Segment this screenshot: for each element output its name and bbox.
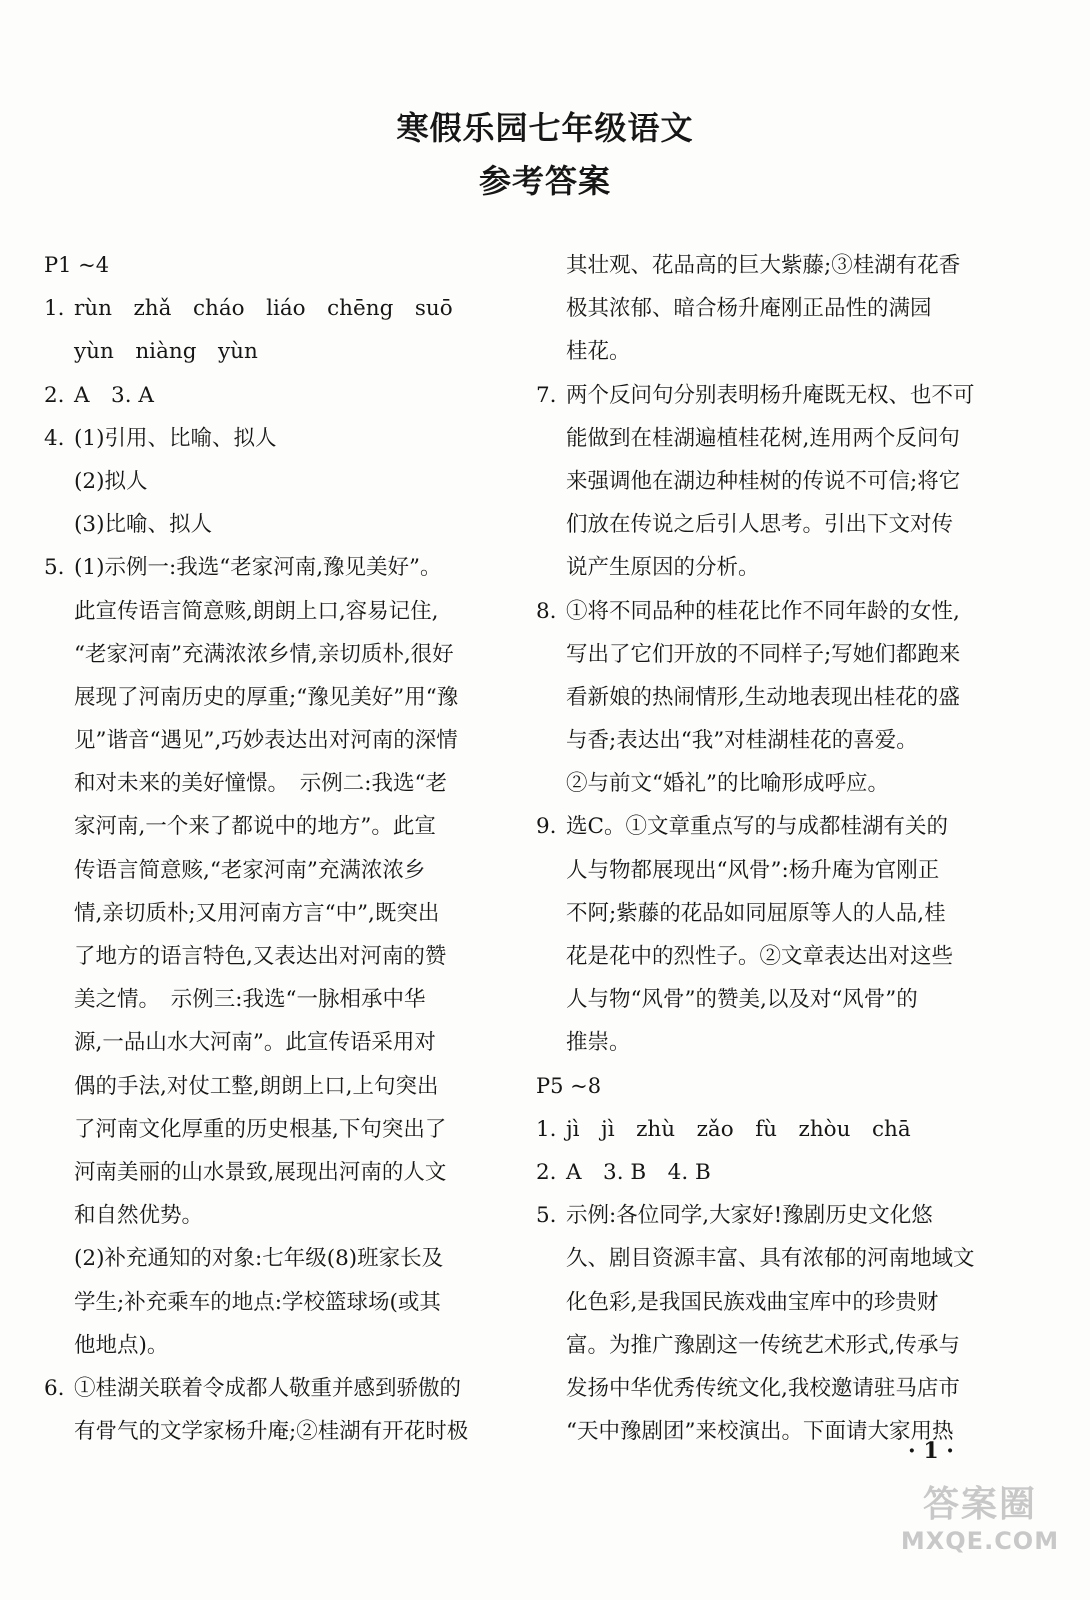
item-number: 4.: [44, 425, 65, 451]
answer-item: [44, 374, 492, 417]
answer-line: 与香;表达出“我”对桂湖桂花的喜爱。: [566, 728, 918, 754]
item-number: 5.: [44, 555, 65, 581]
answer-line: 化色彩,是我国民族戏曲宝库中的珍贵财: [566, 1289, 939, 1315]
page-subtitle: 参考答案: [478, 162, 611, 200]
answer-line: 人与物“风骨”的赞美,以及对“风骨”的: [566, 987, 918, 1013]
answer-line: 他地点)。: [74, 1332, 169, 1358]
watermark-url: MXQE.COM: [900, 1527, 1060, 1555]
answer-item: [536, 1194, 984, 1237]
watermark-logo: 答案圈: [922, 1484, 1037, 1525]
answer-line: 展现了河南历史的厚重;“豫见美好”用“豫: [74, 684, 459, 710]
answer-text: 选C。①文章重点写的与成都桂湖有关的: [566, 814, 948, 840]
answer-line: 写出了它们开放的不同样子;写她们都跑来: [566, 641, 961, 667]
answer-text: A 3. B 4. B: [566, 1159, 711, 1185]
answer-line: 和对未来的美好憧憬。 示例二:我选“老: [74, 771, 447, 797]
answer-line: 发扬中华优秀传统文化,我校邀请驻马店市: [566, 1375, 960, 1401]
answer-line: 有骨气的文学家杨升庵;②桂湖有开花时极: [74, 1419, 469, 1445]
answer-line: 人与物都展现出“风骨”:杨升庵为官刚正: [566, 857, 940, 883]
answer-line: 美之情。 示例三:我选“一脉相承中华: [74, 987, 426, 1013]
answer-item: [44, 417, 492, 460]
item-number: 1.: [44, 296, 65, 322]
answer-line: 见”谐音“遇见”,巧妙表达出对河南的深情: [74, 728, 458, 754]
answer-line: 源,一品山水大河南”。此宣传语采用对: [74, 1030, 436, 1056]
answer-text: rùn zhǎ cháo liáo chēng suō: [74, 296, 453, 322]
watermark: [880, 1476, 1080, 1555]
left-column: [44, 244, 492, 1453]
answer-item: [536, 805, 984, 848]
right-column: [536, 244, 984, 1453]
answer-line: 传语言简意赅,“老家河南”充满浓浓乡: [74, 857, 426, 883]
answer-item: [44, 1367, 492, 1410]
answer-line: 河南美丽的山水景致,展现出河南的人文: [74, 1159, 447, 1185]
answer-line: (2)补充通知的对象:七年级(8)班家长及: [74, 1246, 444, 1272]
answer-line: 了河南文化厚重的历史根基,下句突出了: [74, 1116, 447, 1142]
answer-line: 家河南,一个来了都说中的地方”。此宣: [74, 814, 436, 840]
answer-item: [44, 287, 492, 330]
answer-line: 其壮观、花品高的巨大紫藤;③桂湖有花香: [566, 253, 961, 278]
answer-line: 偶的手法,对仗工整,朗朗上口,上句突出: [74, 1073, 439, 1099]
item-number: 2.: [44, 382, 65, 408]
item-number: 9.: [536, 814, 557, 840]
page-title: 寒假乐园七年级语文: [396, 109, 694, 147]
answer-line: 此宣传语言简意赅,朗朗上口,容易记住,: [74, 598, 439, 624]
answer-item: [536, 1151, 984, 1194]
answer-line: 花是花中的烈性子。②文章表达出对这些: [566, 944, 954, 969]
answer-line: 不阿;紫藤的花品如同屈原等人的人品,桂: [566, 900, 946, 926]
answer-text: (1)引用、比喻、拟人: [74, 425, 277, 451]
section-heading: P5 ~8: [536, 1073, 602, 1098]
answer-line: 看新娘的热闹情形,生动地表现出桂花的盛: [566, 684, 960, 710]
answer-line: 了地方的语言特色,又表达出对河南的赞: [74, 944, 447, 969]
answer-item: [44, 546, 492, 589]
answer-item: [536, 590, 984, 633]
answer-line: yùn niàng yùn: [74, 339, 258, 365]
item-number: 5.: [536, 1203, 557, 1229]
answer-line: (2)拟人: [74, 468, 148, 494]
answer-line: “天中豫剧团”来校演出。下面请大家用热: [566, 1419, 954, 1445]
answer-line: 情,亲切质朴;又用河南方言“中”,既突出: [74, 900, 440, 926]
answer-line: “老家河南”充满浓浓乡情,亲切质朴,很好: [74, 641, 454, 667]
answer-item: [536, 374, 984, 417]
answer-line: 和自然优势。: [74, 1203, 204, 1229]
answer-line: 富。为推广豫剧这一传统艺术形式,传承与: [566, 1332, 960, 1358]
item-number: 8.: [536, 598, 557, 624]
answer-text: jì jì zhù zǎo fù zhòu chā: [566, 1116, 911, 1142]
answer-line: ②与前文“婚礼”的比喻形成呼应。: [566, 771, 889, 797]
answer-item: [536, 1108, 984, 1151]
answer-text: ①将不同品种的桂花比作不同年龄的女性,: [566, 598, 960, 624]
answer-line: 极其浓郁、暗合杨升庵刚正品性的满园: [566, 296, 932, 322]
item-number: 7.: [536, 382, 557, 408]
item-number: 2.: [536, 1159, 557, 1185]
answer-line: 推崇。: [566, 1030, 631, 1056]
answer-text: 两个反问句分别表明杨升庵既无权、也不可: [566, 382, 975, 408]
answer-text: A 3. A: [74, 382, 154, 408]
item-number: 6.: [44, 1375, 65, 1401]
answer-line: (3)比喻、拟人: [74, 512, 212, 538]
answer-text: (1)示例一:我选“老家河南,豫见美好”。: [74, 555, 442, 581]
page-number: · 1 ·: [908, 1438, 954, 1464]
section-heading: P1 ~4: [44, 253, 110, 277]
answer-line: 桂花。: [566, 339, 631, 365]
answer-line: 学生;补充乘车的地点:学校篮球场(或其: [74, 1289, 441, 1315]
answer-line: 能做到在桂湖遍植桂花树,连用两个反问句: [566, 425, 960, 451]
answer-text: ①桂湖关联着令成都人敬重并感到骄傲的: [74, 1375, 462, 1401]
answer-text: 示例:各位同学,大家好!豫剧历史文化悠: [566, 1203, 933, 1229]
item-number: 1.: [536, 1116, 557, 1142]
answer-line: 久、剧目资源丰富、具有浓郁的河南地域文: [566, 1246, 975, 1272]
answer-line: 来强调他在湖边种桂树的传说不可信;将它: [566, 468, 961, 494]
answer-line: 说产生原因的分析。: [566, 555, 760, 581]
answer-line: 们放在传说之后引人思考。引出下文对传: [566, 512, 954, 538]
